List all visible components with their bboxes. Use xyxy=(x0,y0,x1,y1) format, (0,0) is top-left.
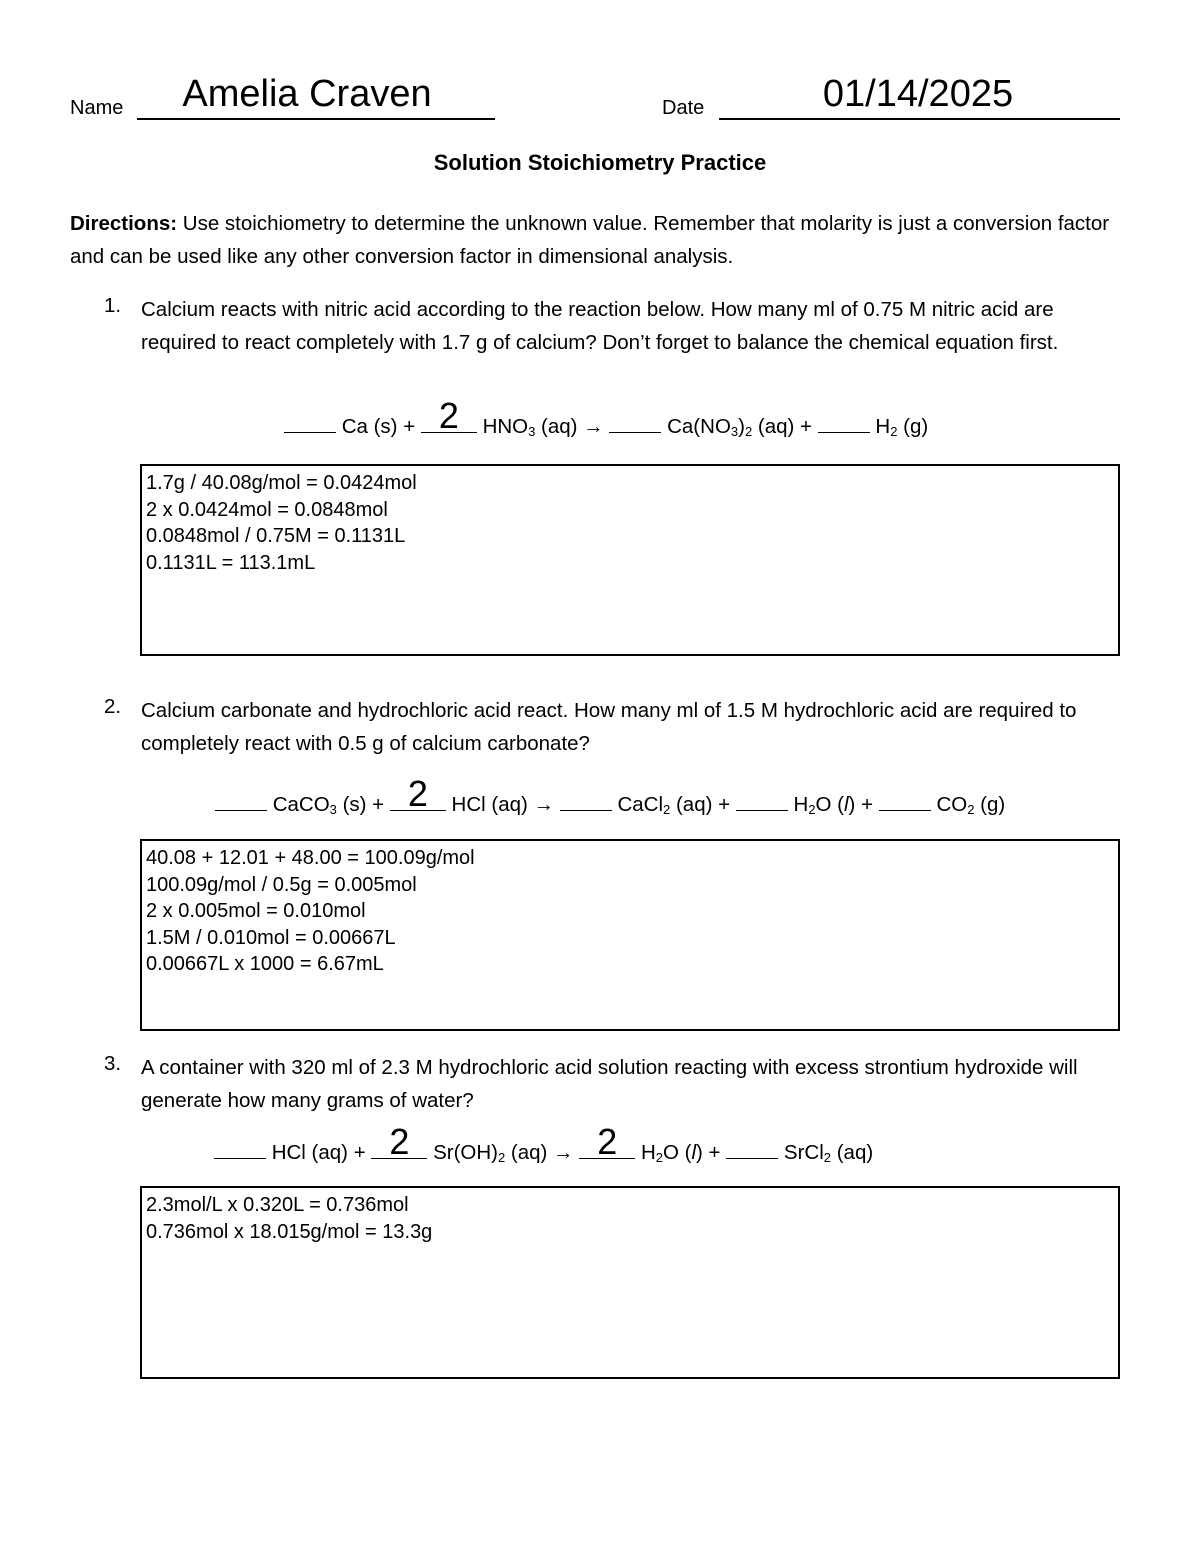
work-line: 100.09g/mol / 0.5g = 0.005mol xyxy=(146,873,417,896)
coef-caco3-blank[interactable] xyxy=(215,792,267,811)
question-1-number: 1. xyxy=(104,294,122,317)
coef-hno3-blank[interactable] xyxy=(421,395,477,436)
work-line: 0.736mol x 18.015g/mol = 13.3g xyxy=(146,1220,433,1243)
coef-sroh2-blank[interactable] xyxy=(371,1121,427,1162)
question-2-number: 2. xyxy=(104,695,122,718)
coef-h2o: 2 xyxy=(597,1121,618,1162)
coef-hcl: 2 xyxy=(407,773,428,814)
question-3-equation: HCl (aq) + 2 $Sr(OH)_2$ (aq) → 2 $H_2O$ (l) + SrCl$_2$ (aq) xyxy=(214,1140,873,1165)
coef-sroh2: 2 xyxy=(389,1121,410,1162)
directions xyxy=(70,208,1140,273)
work-line: 2 x 0.0424mol = 0.0848mol xyxy=(146,498,388,521)
coef-ca-blank[interactable] xyxy=(284,414,336,433)
question-2-text: Calcium carbonate and hydrochloric acid react. How many ml of 1.5 M hydrochloric acid are required to completely react with 0.5 g of calcium carbonate? xyxy=(141,699,1077,755)
question-3-text: A container with 320 ml of 2.3 M hydrochloric acid solution reacting with excess strontium hydroxide will generate how many grams of water? xyxy=(141,1056,1078,1112)
date-line xyxy=(719,118,1120,120)
coef-co2-blank[interactable] xyxy=(879,792,931,811)
coef-hcl-blank[interactable] xyxy=(390,773,446,814)
coef-h2-blank[interactable] xyxy=(818,414,870,433)
coef-h2o-blank[interactable] xyxy=(736,792,788,811)
question-1-text: Calcium reacts with nitric acid according to the reaction below. How many ml of 0.75 M nitric acid are required to react completely with 1.7 g of calcium? Don’t forget to balance the chemical equation first. xyxy=(141,298,1059,354)
question-2-answer-box[interactable] xyxy=(140,839,1120,1031)
work-line: 2 x 0.005mol = 0.010mol xyxy=(146,900,366,922)
directions-text: Use stoichiometry to determine the unknown value. Remember that molarity is just a conversion factor and can be used like any other conversion factor in dimensional analysis. xyxy=(70,212,1110,268)
coef-cacl2-blank[interactable] xyxy=(560,792,612,811)
coef-cano32-blank[interactable] xyxy=(609,414,661,433)
name-label: Name xyxy=(70,97,124,119)
coef-h2o-blank[interactable] xyxy=(579,1121,635,1162)
page-title: Solution Stoichiometry Practice xyxy=(433,150,767,175)
coef-srcl2-blank[interactable] xyxy=(726,1140,778,1159)
work-line: 0.0848mol / 0.75M = 0.1131L xyxy=(146,525,406,547)
work-line: 2.3mol/L x 0.320L = 0.736mol xyxy=(146,1194,409,1216)
date-label: Date xyxy=(662,97,705,119)
question-2-equation: CaCO$_3$ (s) + 2 HCl (aq) → CaCl$_2$ $(aq) + H_2O$ $(l) + CO_2$ (g) xyxy=(215,792,1005,817)
work-line: 1.5M / 0.010mol = 0.00667L xyxy=(146,926,396,949)
coef-hcl-blank[interactable] xyxy=(214,1140,266,1159)
question-1-answer-box[interactable] xyxy=(140,464,1120,656)
directions-label: Directions: xyxy=(70,212,178,235)
question-1-equation: Ca (s) + 2 $HNO_3$ $(aq) \to Ca(NO_3)_2$ $(aq) + H_2$ (g) xyxy=(284,414,928,439)
name-line xyxy=(137,118,495,120)
work-line: 0.1131L = 113.1mL xyxy=(146,551,316,574)
coef-hno3: 2 xyxy=(438,395,459,436)
name-field[interactable]: Amelia Craven xyxy=(182,73,432,115)
work-line: 1.7g / 40.08g/mol = 0.0424mol xyxy=(146,472,417,494)
work-line: 0.00667L x 1000 = 6.67mL xyxy=(146,953,384,975)
date-field[interactable]: 01/14/2025 xyxy=(822,73,1014,115)
question-3-answer-box[interactable] xyxy=(140,1186,1120,1379)
work-line: 40.08 + 12.01 + 48.00 = 100.09g/mol xyxy=(146,847,475,869)
question-3-number: 3. xyxy=(104,1052,122,1075)
